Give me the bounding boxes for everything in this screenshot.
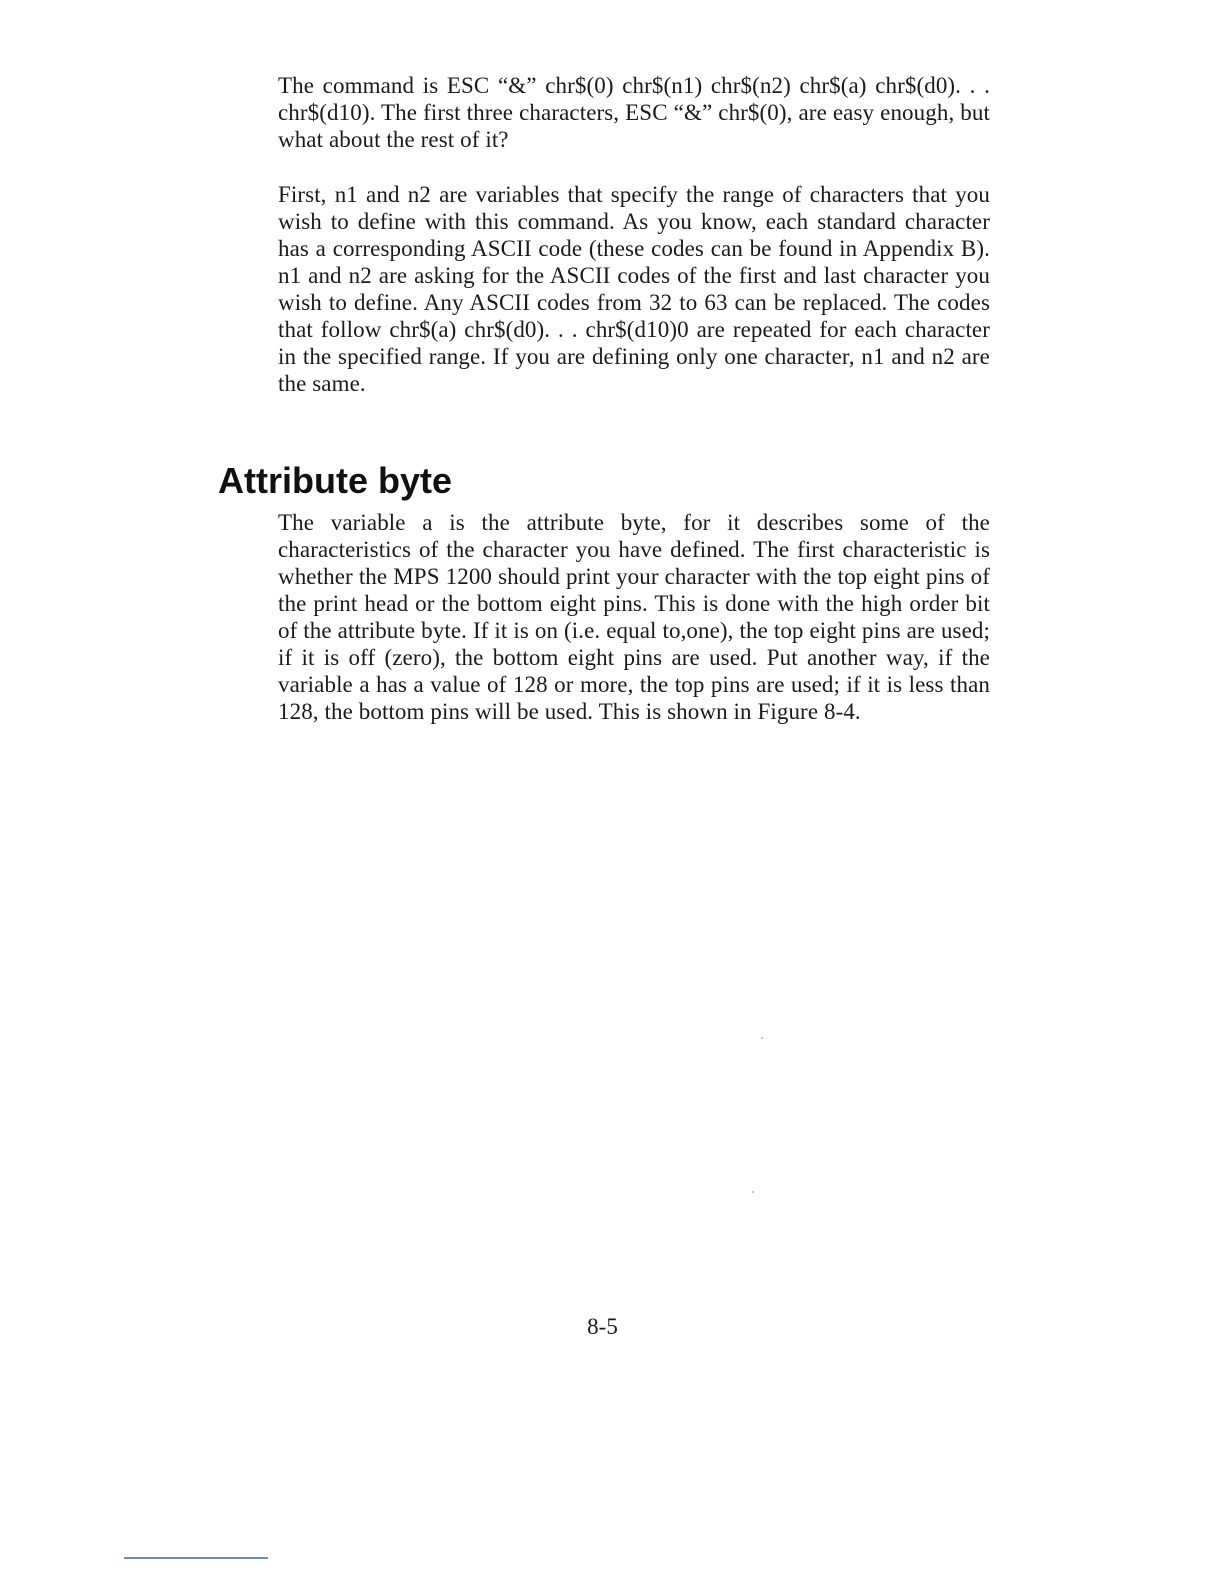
footer-rule-divider [124,1557,268,1559]
scan-speck [761,1037,763,1039]
paragraph-character-range: First, n1 and n2 are variables that specify the range of characters that you wish to define with this command. As you know, each standard character has a corresponding ASCII code (these codes can be found in Appendix B). n1 and n2 are asking for the ASCII codes of the first and last character you wish to define. Any ASCII codes from 32 to 63 can be replaced. The codes that follow chr$(a) chr$(d0). . . chr$(d10)0 are repeated for each character in the specified range. If you are defining only one character, n1 and n2 are the same. [278,182,990,396]
scan-speck [752,1191,754,1193]
paragraph-command-syntax: The command is ESC “&” chr$(0) chr$(n1) chr$(n2) chr$(a) chr$(d0). . . chr$(d10). The first three characters, ESC “&” chr$(0), are easy enough, but what about the rest of it? [278,73,990,152]
page-number: 8-5 [587,1314,618,1339]
section-heading-attribute-byte: Attribute byte [218,460,452,501]
paragraph-attribute-byte: The variable a is the attribute byte, for it describes some of the characteristics of the character you have defined. The first characteristic is whether the MPS 1200 should print your character with the top eight pins of the print head or the bottom eight pins. This is done with the high order bit of the attribute byte. If it is on (i.e. equal to,one), the top eight pins are used; if it is off (zero), the bottom eight pins are used. Put another way, if the variable a has a value of 128 or more, the top pins are used; if it is less than 128, the bottom pins will be used. This is shown in Figure 8-4. [278,510,990,724]
